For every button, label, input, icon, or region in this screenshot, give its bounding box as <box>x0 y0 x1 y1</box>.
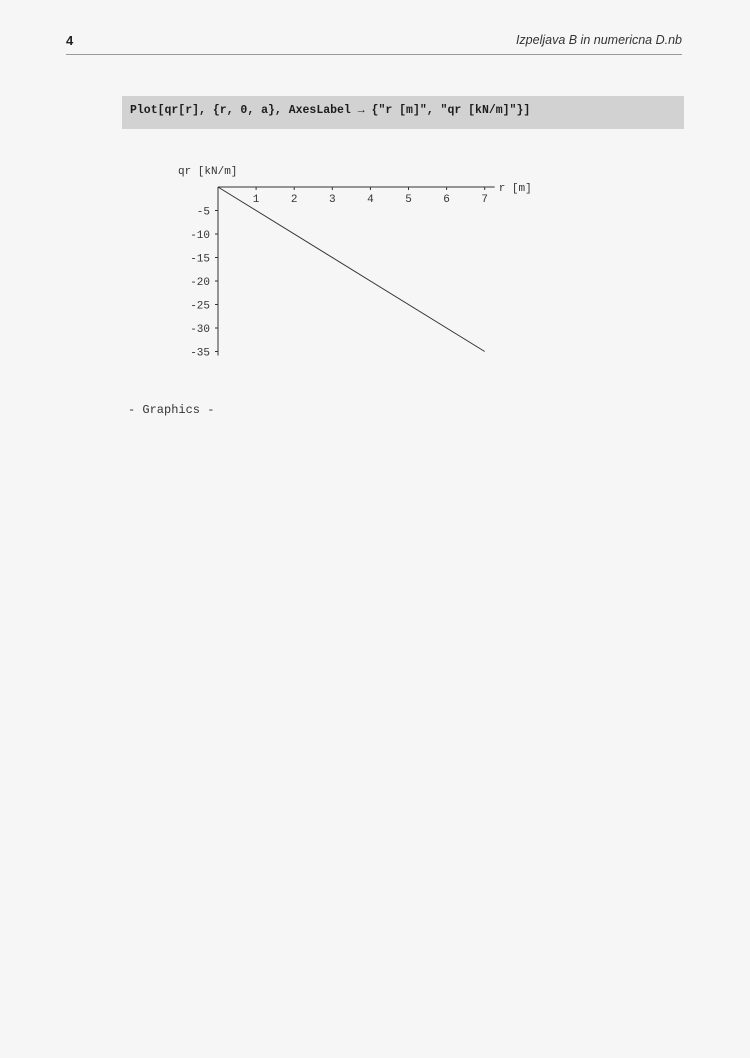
x-axis-label: r [m] <box>498 183 532 195</box>
x-tick-label: 1 <box>252 194 260 206</box>
page-header <box>66 30 682 55</box>
line-plot <box>160 150 560 375</box>
y-tick-label: -5 <box>196 206 210 219</box>
input-cell[interactable]: Plot[qr[r], {r, 0, a}, AxesLabel → {"r [m]", "qr [kN/m]"}] <box>122 96 684 129</box>
series-line <box>218 187 485 352</box>
page-number: 4 <box>66 33 74 48</box>
x-tick-label: 2 <box>290 194 298 206</box>
x-tick-label: 3 <box>328 194 336 206</box>
y-tick-label: -15 <box>190 253 210 266</box>
graphics-output: - Graphics - <box>128 403 215 417</box>
y-tick-label: -25 <box>190 300 210 313</box>
y-axis-label: qr [kN/m] <box>178 166 238 178</box>
axis-ticks <box>190 187 488 360</box>
y-tick-label: -20 <box>190 277 210 289</box>
notebook-file-name: Izpeljava B in numericna D.nb <box>515 33 682 47</box>
y-tick-label: -30 <box>190 324 210 336</box>
x-tick-label: 7 <box>481 194 489 206</box>
y-tick-label: -10 <box>190 230 210 242</box>
x-tick-label: 4 <box>367 194 374 206</box>
series-group <box>218 187 485 352</box>
y-tick-label: -35 <box>190 347 210 360</box>
x-tick-label: 5 <box>405 194 412 206</box>
x-tick-label: 6 <box>443 194 450 206</box>
